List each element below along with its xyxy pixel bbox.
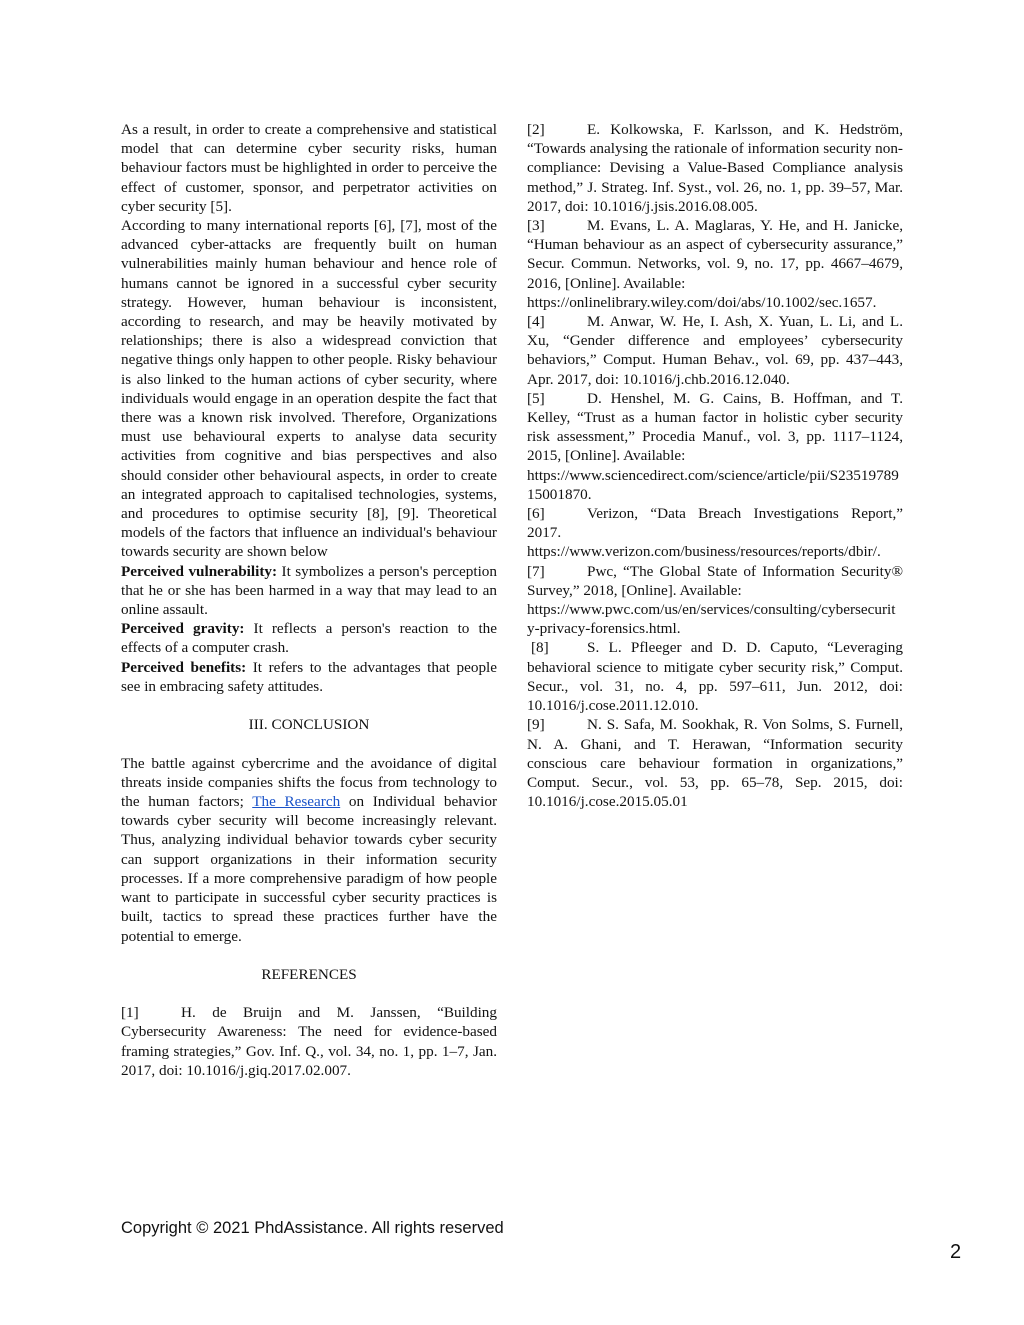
conclusion-heading: III. CONCLUSION	[248, 716, 370, 734]
reference-7-url: https://www.pwc.com/us/en/services/consulting/cybersecurity-privacy-forensics.html.	[527, 601, 896, 638]
conclusion-paragraph	[121, 754, 497, 946]
definition-text: It symbolizes a person's perception that he or she has been harmed in a way that may lead to an online assault.	[121, 562, 497, 619]
reference-4	[527, 312, 903, 389]
reference-5	[527, 389, 903, 466]
reference-text: M. Anwar, W. He, I. Ash, X. Yuan, L. Li, and L. Xu, “Gender difference and employees’ cybersecurity behaviors,” Comput. Human Behav., vol. 69, pp. 437–443, Apr. 2017, doi: 10.1016/j.chb.2016.12.040.	[527, 313, 903, 388]
definition-text: It reflects a person's reaction to the effects of a computer crash.	[121, 620, 497, 657]
reference-number: [9]	[527, 716, 545, 734]
reference-text: D. Henshel, M. G. Cains, B. Hoffman, and T. Kelley, “Trust as a human factor in holistic cyber security risk assessment,” Procedia Manuf., vol. 3, pp. 1117–1124, 2015, [Online]. Available:	[527, 389, 903, 465]
definition-perceived-vulnerability	[121, 562, 497, 620]
reference-number: [5]	[527, 389, 545, 407]
conclusion-text-end: on Individual behavior towards cyber security will become increasingly relevant. Thus, analyzing individual behavior towards cyber security can support organizations in their information security processes. If a more comprehensive paradigm of how people want to participate in successful cyber security practices is built, tactics to spread these practices further have the potential to emerge.	[121, 793, 497, 945]
left-column	[121, 120, 497, 1080]
reference-number: [8]	[531, 639, 549, 657]
reference-number: [4]	[527, 313, 545, 331]
reference-3	[527, 216, 903, 293]
reference-text: H. de Bruijn and M. Janssen, “Building Cybersecurity Awareness: The need for evidence-based framing strategies,” Gov. Inf. Q., vol. 34, no. 1, pp. 1–7, Jan. 2017, doi: 10.1016/j.giq.2017.02.007.	[121, 1004, 497, 1079]
reference-7	[527, 562, 903, 600]
references-heading: REFERENCES	[261, 965, 357, 983]
reference-text: Verizon, “Data Breach Investigations Report,” 2017.	[527, 505, 903, 542]
reference-2	[527, 120, 903, 216]
reference-text: N. S. Safa, M. Sookhak, R. Von Solms, S. Furnell, N. A. Ghani, and T. Herawan, “Information security conscious care behaviour formation in organizations,” Comput. Secur., vol. 53, pp. 65–78, Sep. 2015, doi: 10.1016/j.cose.2015.05.01	[527, 716, 903, 811]
reference-5-url: https://www.sciencedirect.com/science/article/pii/S2351978915001870.	[527, 466, 899, 503]
reference-number: [2]	[527, 121, 545, 138]
reference-text: Pwc, “The Global State of Information Security® Survey,” 2018, [Online]. Available:	[527, 562, 903, 599]
definition-perceived-benefits	[121, 658, 497, 696]
reference-number: [1]	[121, 1004, 139, 1022]
reference-1	[121, 1003, 497, 1080]
definition-term: Perceived gravity:	[121, 620, 245, 638]
definition-text: It refers to the advantages that people see in embracing safety attitudes.	[121, 658, 497, 695]
reference-6	[527, 504, 903, 542]
body-paragraph-1: As a result, in order to create a comprehensive and statistical model that can determine cyber security risks, human behaviour factors must be highlighted in order to perceive the effect of customer, sponsor, and perpetrator activities on cyber security [5].	[121, 121, 497, 215]
page-number: 2	[950, 1241, 962, 1263]
definition-term: Perceived benefits:	[121, 658, 247, 676]
reference-9	[527, 715, 903, 811]
conclusion-text-start: The battle against cybercrime and the avoidance of digital threats inside companies shifts the focus from technology to the human factors;	[121, 754, 497, 811]
right-column	[527, 120, 903, 811]
reference-number: [3]	[527, 217, 545, 235]
reference-number: [6]	[527, 505, 545, 523]
reference-6-url: https://www.verizon.com/business/resources/reports/dbir/.	[527, 543, 881, 561]
definition-term: Perceived vulnerability:	[121, 562, 278, 580]
reference-text: E. Kolkowska, F. Karlsson, and K. Hedström, “Towards analysing the rationale of information security non-compliance: Devising a Value-Based Compliance analysis method,” J. Strateg. Inf. Syst., vol. 26, no. 1, pp. 39–57, Mar. 2017, doi: 10.1016/j.jsis.2016.08.005.	[527, 121, 903, 215]
reference-number: [7]	[527, 562, 545, 580]
reference-3-url: https://onlinelibrary.wiley.com/doi/abs/10.1002/sec.1657.	[527, 293, 877, 311]
reference-text: S. L. Pfleeger and D. D. Caputo, “Leveraging behavioral science to mitigate cyber security risk,” Comput. Secur., vol. 31, no. 4, pp. 597–611, Jun. 2012, doi: 10.1016/j.cose.2011.12.010.	[527, 639, 903, 715]
the-research-link[interactable]: The Research	[252, 793, 341, 811]
definition-perceived-gravity	[121, 619, 497, 657]
reference-text: M. Evans, L. A. Maglaras, Y. He, and H. Janicke, “Human behaviour as an aspect of cybersecurity assurance,” Secur. Commun. Networks, vol. 9, no. 17, pp. 4667–4679, 2016, [Online]. Available:	[527, 217, 903, 292]
body-paragraph-2: According to many international reports [6], [7], most of the advanced cyber-attacks are frequently built on human vulnerabilities mainly human behaviour and hence role of humans cannot be ignored in a successful cyber security strategy. However, human behaviour is inconsistent, according to research, and may be heavily motivated by relationships; there is also a widespread conviction that negative things only happen to other people. Risky behaviour is also linked to the human actions of cyber security, where individuals would engage in an operation despite the fact that there was a known risk involved. Therefore, Organizations must use behavioural experts to analyse data security activities from cognitive and bias perspectives and also should consider other behavioural aspects, in order to create an integrated approach to capitalised technologies, systems, and procedures to optimise security [8], [9]. Theoretical models of the factors that influence an individual's behaviour towards security are shown below	[121, 217, 497, 561]
copyright-footer: Copyright © 2021 PhdAssistance. All rights reserved	[121, 1219, 504, 1237]
reference-8	[527, 638, 903, 715]
